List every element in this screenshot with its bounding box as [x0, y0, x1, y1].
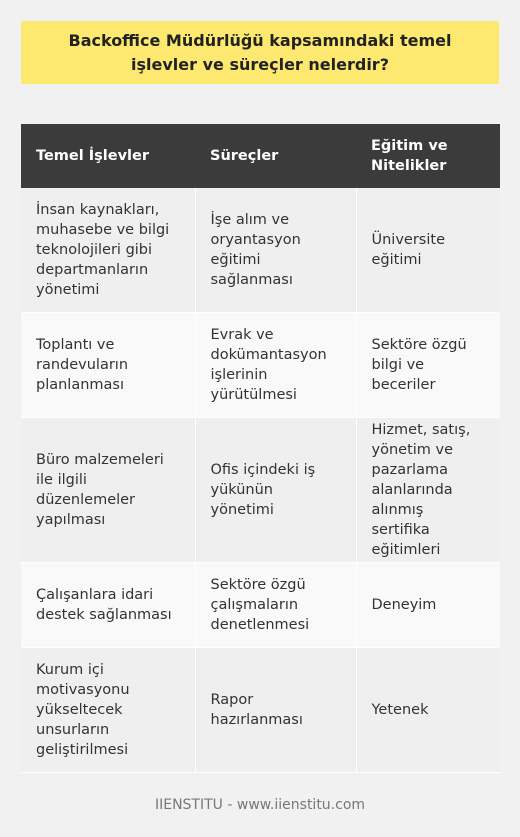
functions-table [21, 124, 500, 773]
page-title: Backoffice Müdürlüğü kapsamındaki temel işlevler ve süreçler nelerdir? [68, 30, 452, 74]
table-row [21, 648, 500, 773]
header-functions: Temel İşlevler [21, 124, 195, 188]
cell-qualification: Hizmet, satış, yönetim ve pazarlama alanlarında alınmış sertifika eğitimleri [356, 418, 500, 563]
cell-process: İşe alım ve oryantasyon eğitimi sağlanması [195, 188, 356, 313]
header-qualifications: Eğitim ve Nitelikler [356, 124, 500, 188]
table-row [21, 313, 500, 418]
table-row [21, 188, 500, 313]
table-row [21, 563, 500, 648]
cell-qualification: Üniversite eğitimi [356, 188, 500, 313]
cell-function: Çalışanlara idari destek sağlanması [21, 563, 195, 648]
header-processes: Süreçler [195, 124, 356, 188]
cell-process: Ofis içindeki iş yükünün yönetimi [195, 418, 356, 563]
title-banner [21, 21, 499, 84]
table-row [21, 418, 500, 563]
cell-qualification: Sektöre özgü bilgi ve beceriler [356, 313, 500, 418]
cell-function: Büro malzemeleri ile ilgili düzenlemeler yapılması [21, 418, 195, 563]
table-header-row [21, 124, 500, 188]
cell-qualification: Deneyim [356, 563, 500, 648]
cell-process: Evrak ve dokümantasyon işlerinin yürütülmesi [195, 313, 356, 418]
footer-credit: IIENSTITU - www.iienstitu.com [154, 797, 366, 813]
cell-function: İnsan kaynakları, muhasebe ve bilgi teknolojileri gibi departmanların yönetimi [21, 188, 195, 313]
cell-function: Kurum içi motivasyonu yükseltecek unsurların geliştirilmesi [21, 648, 195, 773]
cell-function: Toplantı ve randevuların planlanması [21, 313, 195, 418]
cell-process: Sektöre özgü çalışmaların denetlenmesi [195, 563, 356, 648]
cell-process: Rapor hazırlanması [195, 648, 356, 773]
cell-qualification: Yetenek [356, 648, 500, 773]
